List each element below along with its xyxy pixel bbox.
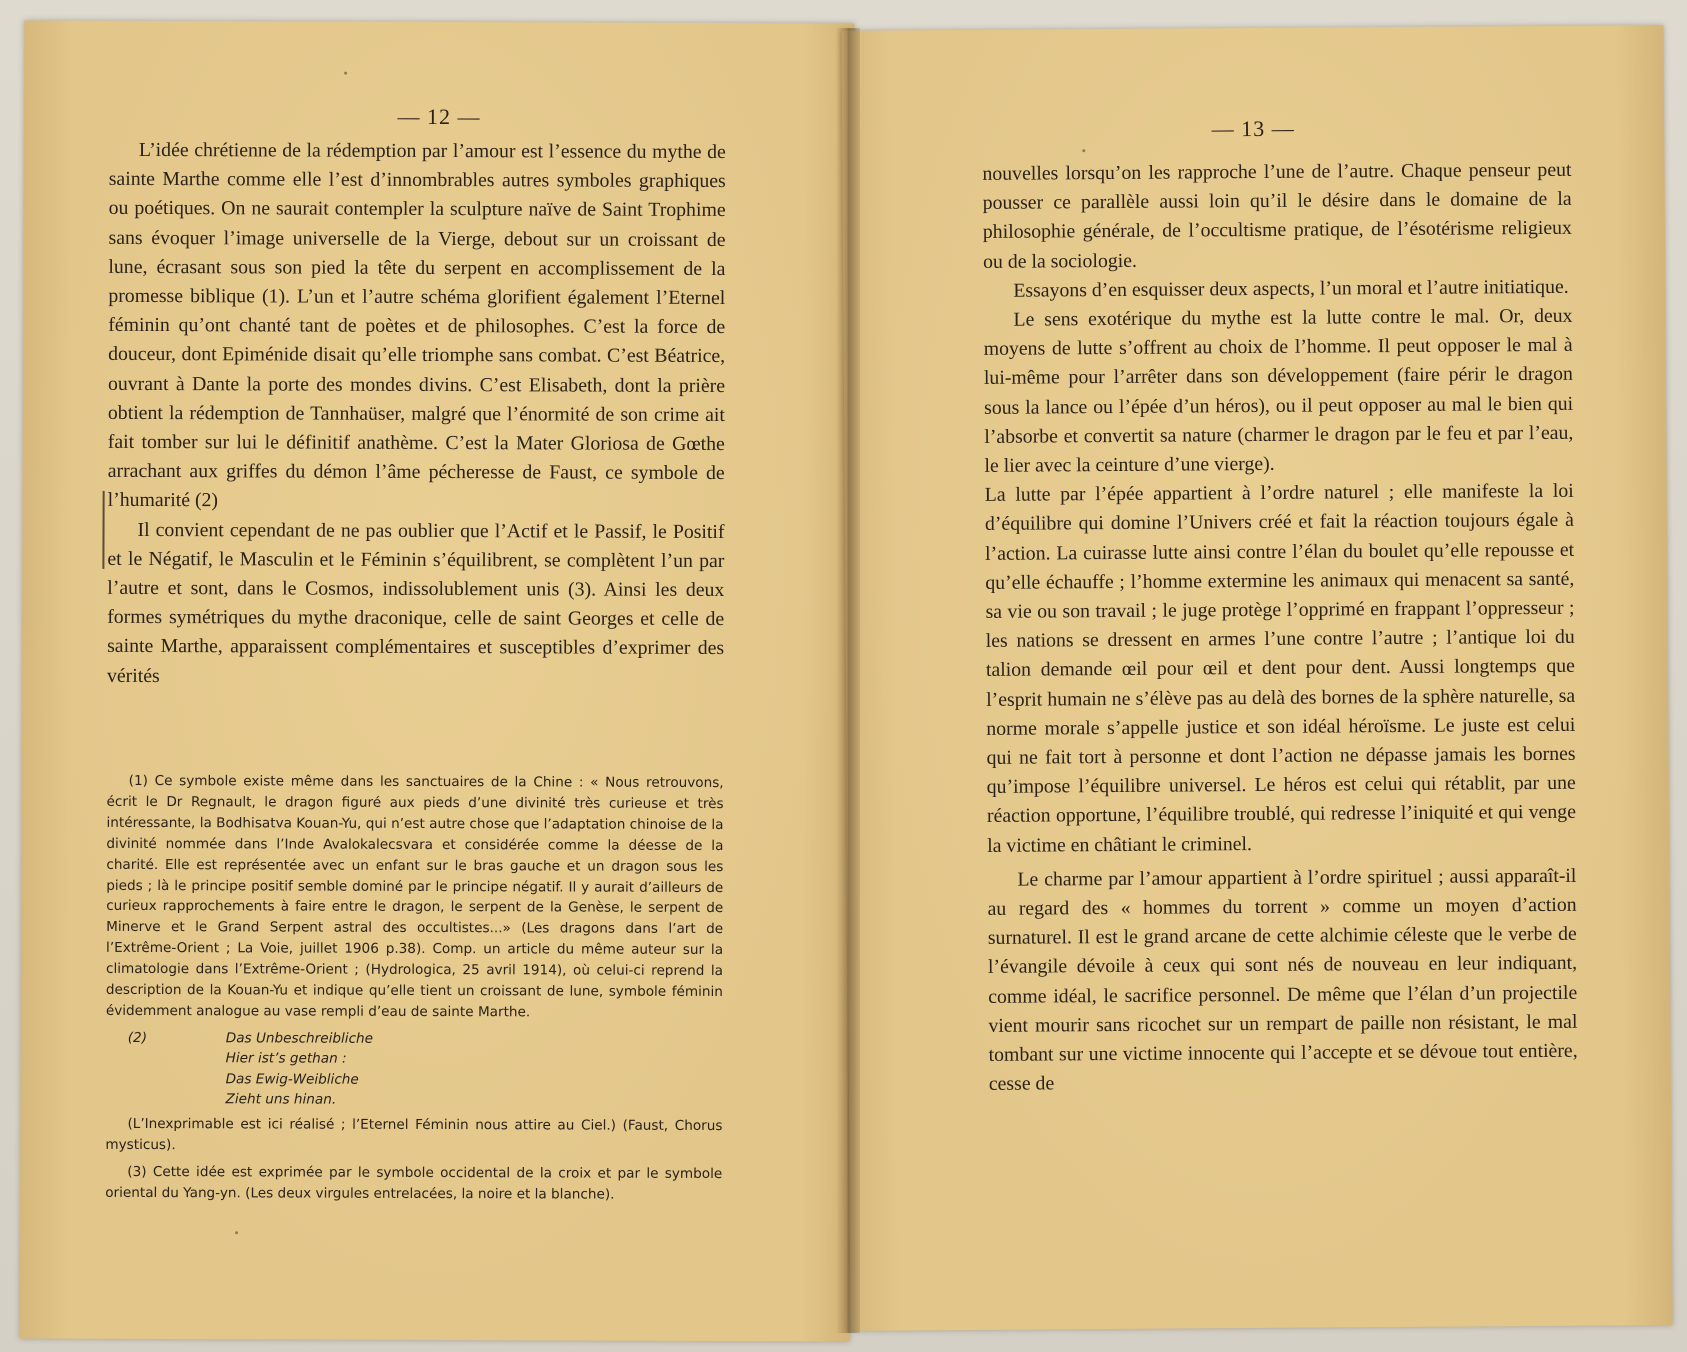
- paragraph: L’idée chrétienne de la rédemption par l’amour est l’essence du mythe de sainte Marthe comme elle l’est d’innombrables autres symboles graphiques ou poétiques. On ne saurait contempler la sculpture naïve de Saint Trophime sans évoquer l’image universelle de la Vierge, debout sur un croissant de lune, écrasant sous son pied la tête du serpent en accomplissement de la promesse biblique (1). L’un et l’autre schéma glorifient également l’Eternel féminin qu’ont chanté tant de poètes et de philosophes. C’est la force de douceur, dont Epiménide disait qu’elle triomphe sans combat. C’est Béatrice, ouvrant à Dante la porte des mondes divins. C’est Elisabeth, dont la prière obtient la rédemption de Tannhaüser, malgré que l’énormité de son crime ait fait tomber sur lui le définitif anathème. C’est la Mater Gloriosa de Gœthe arrachant aux griffes du démon l’âme pécheresse de Faust, ce symbole de l’humarité (2): [107, 138, 726, 512]
- verse-line: Zieht uns hinan.: [225, 1091, 337, 1109]
- paper-speck: [1082, 149, 1085, 152]
- right-page: [841, 25, 1672, 1331]
- left-page-body: [107, 136, 726, 693]
- paragraph: nouvelles lorsqu’on les rapproche l’une de l’autre. Chaque penseur peut pousser ce parallèle aussi loin qu’il le désire dans le domaine de la philosophie générale, de l’occultisme pratique, de l’ésotérisme religieux ou de la sociologie.: [982, 158, 1572, 273]
- paragraph: La lutte par l’épée appartient à l’ordre naturel ; elle manifeste la loi d’équilibre qui domine l’Univers créé et fait la réaction toujours égale à l’action. La cuirasse lutte ainsi contre l’élan du boulet qu’elle repousse et qu’elle échauffe ; l’homme extermine les animaux qui menacent sa santé, sa vie ou son travail ; le juge protège l’opprimé en frappant l’oppresseur ; les nations se dressent en armes l’une contre l’autre ; l’antique loi du talion demande œil pour œil et dent pour dent. Aussi longtemps que l’esprit humain ne s’élève pas au delà des bornes de la sphère naturelle, sa norme morale s’appelle justice et son idéal héroïsme. Le juste est celui qui ne fait tort à personne et dont l’action ne dépasse jamais les bornes qu’impose l’équilibre universel. Le héros est celui qui rétablit, par une réaction opportune, l’équilibre troublé, qui redresse l’iniquité et qui venge la victime en châtiant le criminel.: [984, 480, 1577, 857]
- paragraph: Le sens exotérique du mythe est la lutte contre le mal. Or, deux moyens de lutte s’offrent au choix de l’homme. Il peut opposer le mal à lui-même pour l’arrêter dans son développement (faire périr le dragon sous la lance ou l’épée d’un héros), ou il peut opposer au mal le bien qui l’absorbe et convertit sa nature (charmer le dragon par le feu et par l’eau, le lier avec la ceinture d’une vierge).: [983, 304, 1574, 477]
- footnote-1: (1) Ce symbole existe même dans les sanctuaires de la Chine : « Nous retrouvons, écrit le Dr Regnault, le dragon figuré aux pieds d’une divinité très curieuse et très intéressante, la Bodhisatva Kouan-Yu, qui n’est autre chose que l’adaptation chinoise de la divinité nommée dans l’Inde Avalokalecsvara et considérée comme la déesse de la charité. Elle est représentée avec un enfant sur le bras gauche et un dragon sous les pieds ; là le principe positif semble dominé par le principe négatif. Il y aurait d’ailleurs de curieux rapprochements à faire entre le dragon, le serpent de la Genèse, le serpent de Minerve et le Grand Serpent astral des occultistes...» (Les dragons dans l’art de l’Extrême-Orient ; La Voie, juillet 1906 p.38). Comp. un article du même auteur sur la climatologie dans l’Extrême-Orient ; (Hydrologica, 25 avril 1914), où celui-ci reprend la description de la Kouan-Yu et indique qu’elle tient un croissant de lune, symbole féminin évidemment analogue au vase rempli d’eau de sainte Marthe.: [105, 772, 724, 1021]
- verse-line: Das Ewig-Weibliche: [225, 1071, 359, 1088]
- verse-lines: [226, 1028, 723, 1112]
- footnotes: [105, 771, 724, 1206]
- paragraph: Essayons d’en esquisser deux aspects, l’un moral et l’autre initiatique.: [1013, 275, 1569, 302]
- footnote-2-verse: [106, 1028, 723, 1112]
- paragraph: Le charme par l’amour appartient à l’ordre spirituel ; aussi apparaît-il au regard des « hommes du torrent » comme un moyen d’action surnaturel. Il est le grand arcane de cette alchimie céleste que le verbe de l’évangile dévoile à ceux qui sont nés de nouveau en leur indiquant, comme idéal, le sacrifice personnel. De même que l’élan d’un projectile vient mourir sans ricochet sur un rempart de paille non résistant, le mal tombant sur une victime innocente qui l’accepte et se dévoue tout entière, cesse de: [987, 864, 1578, 1096]
- paragraph: Il convient cependant de ne pas oublier que l’Actif et le Passif, le Positif et le Négatif, le Masculin et le Féminin s’équilibrent, se complètent l’un par l’autre et sont, dans le Cosmos, indissolublement unis (3). Ainsi les deux formes symétriques du mythe draconique, celle de saint Georges et celle de sainte Marthe, apparaissent complémentaires et susceptibles d’exprimer des vérités: [106, 518, 725, 687]
- paper-speck: [235, 1231, 238, 1234]
- verse-line: Hier ist’s gethan :: [225, 1050, 347, 1068]
- verse-line: Das Unbeschreibliche: [225, 1030, 374, 1047]
- footnote-2-mark: (2): [127, 1029, 148, 1046]
- page-number-right: — 13 —: [1211, 115, 1295, 142]
- page-number-left: — 12 —: [397, 103, 481, 130]
- margin-pencil-mark: [102, 491, 104, 569]
- left-page: [20, 21, 855, 1342]
- right-page-body: [982, 156, 1578, 1100]
- footnote-3: (3) Cette idée est exprimée par le symbole occidental de la croix et par le symbole oriental du Yang-yn. (Les deux virgules entrelacées, la noire et la blanche).: [105, 1163, 723, 1203]
- paper-speck: [344, 72, 347, 75]
- book-gutter: [836, 28, 860, 1333]
- footnote-2-translation: (L’Inexprimable est ici réalisé ; l’Eternel Féminin nous attire au Ciel.) (Faust, Chorus mysticus).: [105, 1115, 723, 1153]
